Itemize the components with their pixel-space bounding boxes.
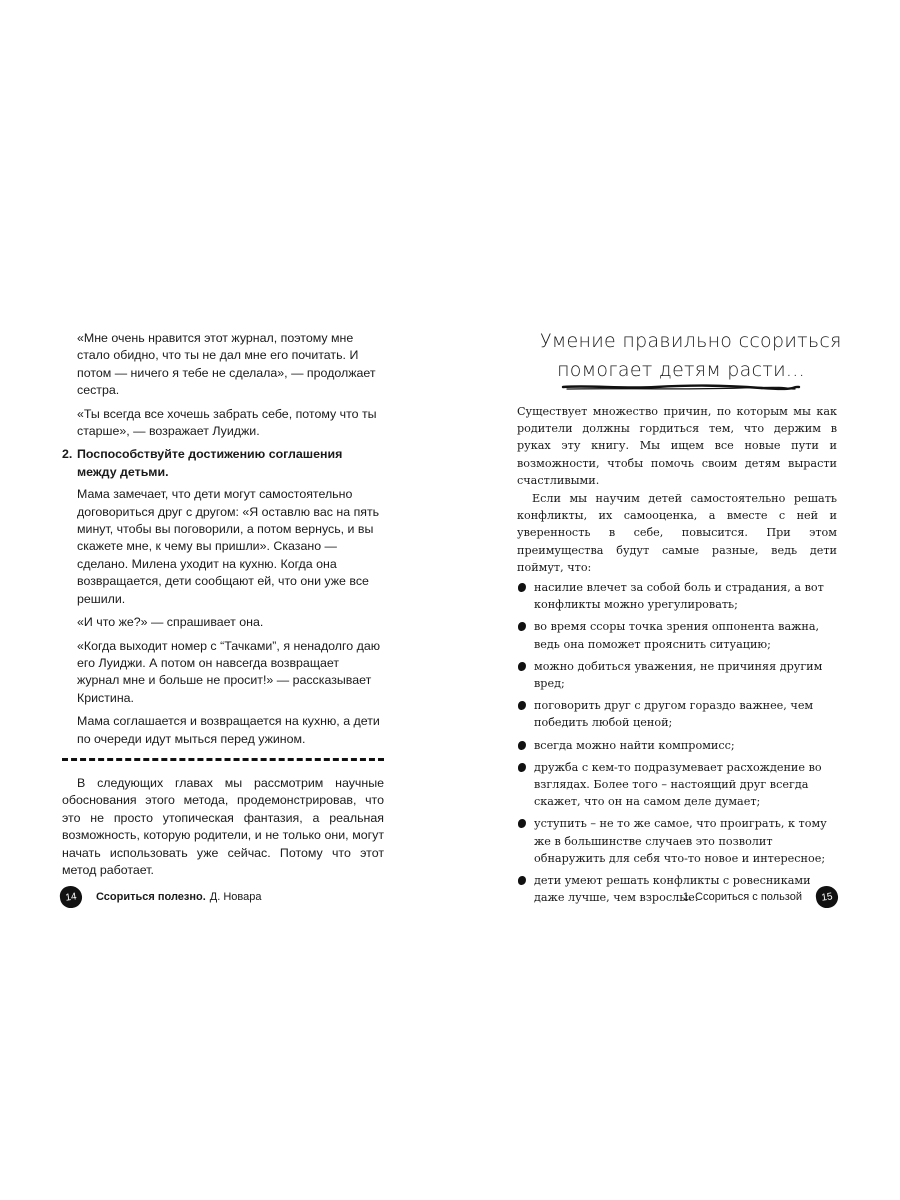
dialogue-paragraph: «Когда выходит номер с “Тачками”, я ненадолго даю его Луиджи. А потом он навсегда возвращает журнал мне и больше не просит!» — рассказывает Кристина. [77, 638, 381, 705]
summary-paragraph: В следующих главах мы рассмотрим научные обоснования этого метода, продемонстрировав, что это не просто утопическая фантазия, а реальная возможность, которую родители, и не только они, могут начать использовать уже сейчас. Потому что этот метод работает. [62, 775, 384, 877]
list-item-text: насилие влечет за собой боль и страдания, а вот конфликты можно урегулировать; [534, 581, 824, 612]
list-item-text: во время ссоры точка зрения оппонента важна, ведь она поможет прояснить ситуацию; [534, 620, 820, 651]
list-item [517, 618, 837, 652]
page-number-badge: 14 [59, 885, 84, 910]
dialogue-paragraph: Мама замечает, что дети могут самостоятельно договориться друг с другом: «Я оставлю вас на пять минут, чтобы вы поговорили, а потом вернусь, и вы скажете мне, к чему вы пришли». Сказано — сделано. Милена уходит на кухню. Когда она возвращается, дети сообщают ей, что они уже все решили. [77, 487, 380, 606]
list-item [517, 759, 837, 811]
dashed-divider [62, 758, 384, 761]
right-page [450, 0, 900, 1200]
section-heading [540, 328, 842, 391]
step-number: 2. [62, 447, 73, 462]
benefits-list [517, 579, 837, 906]
list-item [517, 658, 837, 692]
list-item-text: поговорить друг с другом гораздо важнее, чем победить любой ценой; [534, 699, 814, 730]
heading-line-2: помогает детям расти... [557, 359, 805, 381]
list-item-text: всегда можно найти компромисс; [534, 738, 735, 752]
bullet-icon [518, 622, 526, 631]
list-item [517, 579, 837, 613]
bullet-icon [518, 741, 526, 750]
bullet-icon [518, 763, 526, 772]
heading-line-1: Умение правильно ссориться [540, 330, 842, 352]
list-item-text: можно добиться уважения, не причиняя другим вред; [534, 659, 823, 691]
bullet-icon [518, 701, 526, 710]
list-item [517, 697, 837, 731]
bullet-icon [518, 662, 526, 671]
dialogue-paragraph: Мама соглашается и возвращается на кухню, а дети по очереди идут мыться перед ужином. [77, 714, 380, 746]
step-title: Поспособствуйте достижению соглашения между детьми. [77, 447, 343, 479]
underline-scribble [561, 383, 801, 391]
book-author: Д. Новара [209, 891, 262, 903]
right-page-text [517, 403, 837, 911]
page-number-badge: 15 [815, 885, 840, 910]
body-paragraph: Если мы научим детей самостоятельно решать конфликты, их самооценка, а вместе с ней и уверенность в себе, повысится. При этом преимущества будут самые разные, ведь дети поймут, что: [517, 492, 837, 574]
bullet-icon [518, 583, 526, 592]
body-paragraph: Существует множество причин, по которым мы как родители должны гордиться тем, что держим в руках эту книгу. Мы ищем все новые пути и возможности, чтобы помочь своим детям вырасти счастливыми. [517, 405, 837, 487]
bullet-icon [518, 819, 526, 828]
list-item [517, 737, 837, 754]
list-item [517, 815, 837, 867]
numbered-step [62, 446, 384, 481]
list-item-text: уступить – не то же самое, что проиграть, к тому же в большинстве случаев это позволит обнаружить для себя что-то новое и интересное; [534, 817, 827, 865]
book-title: Ссориться полезно. [96, 891, 206, 903]
right-footer [683, 886, 838, 908]
chapter-title: 1. Ссориться с пользой [682, 891, 802, 903]
left-footer [60, 886, 262, 908]
dialogue-paragraph: «Ты всегда все хочешь забрать себе, потому что ты старше», — возражает Луиджи. [77, 406, 377, 439]
list-item-text: дети умеют решать конфликты с ровесниками даже лучше, чем взрослые. [534, 874, 811, 905]
dialogue-paragraph: «И что же?» — спрашивает она. [77, 615, 264, 630]
left-page-text [62, 330, 384, 885]
dialogue-paragraph: «Мне очень нравится этот журнал, поэтому мне стало обидно, что ты не дал мне его почитать. И потом — ничего я тебе не сделала», — продолжает сестра. [77, 331, 376, 398]
list-item-text: дружба с кем-то подразумевает расхождение во взглядах. Более того – настоящий друг всегда скажет, что он на самом деле думает; [534, 760, 822, 809]
bullet-icon [518, 876, 526, 885]
